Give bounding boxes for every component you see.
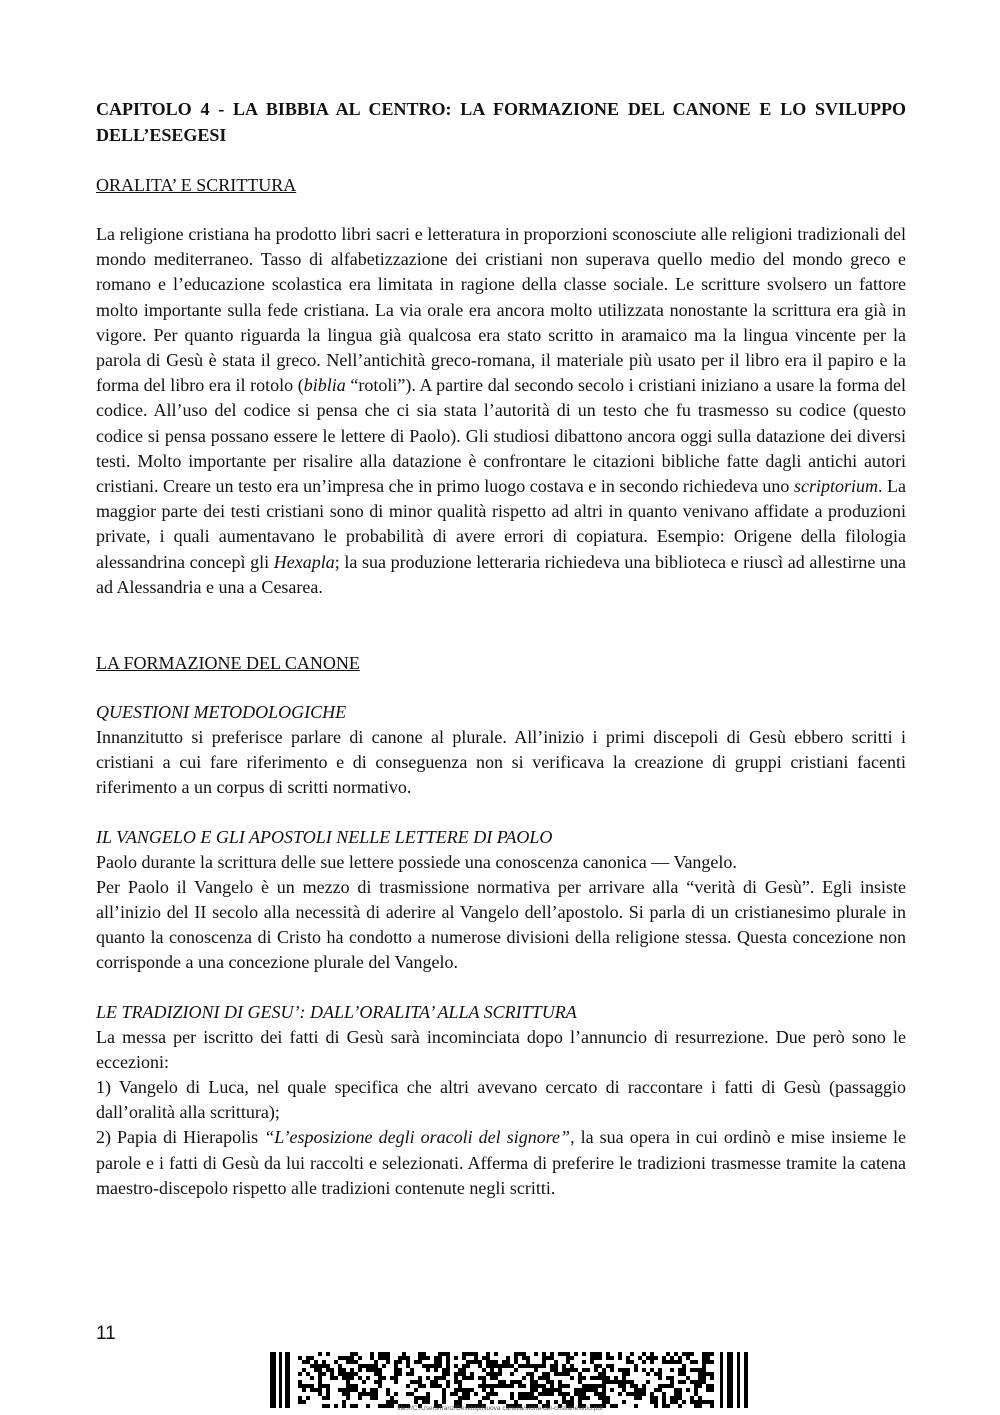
paragraph-orality [96,222,906,600]
paragraph-text: 2) Papia di Hierapolis [96,1127,265,1148]
paragraph-text: La religione cristiana ha prodotto libri sacri e letteratura in proporzioni sconosciute alle religioni tradizionali del mondo mediterraneo. Tasso di alfabetizzazione dei cristiani non superava quello medio del mondo greco e romano e l’educazione scolastica era limitata in ragione della classe sociale. Le scritture svolsero un fattore molto importante sulla fede cristiana. La via orale era ancora molto utilizzata nonostante la scrittura era già in vigore. Per quanto riguarda la lingua già qualcosa era stato scritto in aramaico ma la lingua vincente per la parola di Gesù è stata il greco. Nell’antichità greco-romana, il materiale più usato per il libro era il papiro e la forma del libro era il rotolo ( [96,224,906,396]
paragraph-methodology: Innanzitutto si preferisce parlare di canone al plurale. All’inizio i primi discepoli di Gesù ebbero scritti i cristiani a cui fare riferimento e di conseguenza non si verificava la creazione di gruppi cristiani facenti riferimento a un corpus di scritti normativo. [96,727,906,798]
italic-term: scriptorium [793,476,878,497]
paragraph-paul-1: Paolo durante la scrittura delle sue lettere possiede una conoscenza canonica — Vangelo. [96,851,737,872]
subsection-title-traditions: LE TRADIZIONI DI GESU’: DALL’ORALITA’ ALLA SCRITTURA [96,1001,577,1022]
page-number: 11 [96,1323,116,1344]
footer-file-path: file:///C:/Users/franz/Desktop/Nuova cartella/storia-del-cristianesimo.pdf [397,1405,603,1412]
section-title-orality: ORALITA’ E SCRITTURA [96,175,297,195]
paragraph-traditions: La messa per iscritto dei fatti di Gesù sarà incominciata dopo l’annuncio di resurrezione. Due però sono le eccezioni: [96,1026,906,1072]
chapter-title: CAPITOLO 4 - LA BIBBIA AL CENTRO: LA FORMAZIONE DEL CANONE E LO SVILUPPO DELL’ESEGESI [96,99,906,145]
subsection-title-methodology: QUESTIONI METODOLOGICHE [96,702,347,723]
italic-quote: “L’esposizione degli oracoli del signore” [264,1127,571,1148]
barcode-icon [270,1352,748,1408]
italic-term: biblia [303,375,346,396]
list-item-papia [96,1125,906,1201]
subsection-title-paul: IL VANGELO E GLI APOSTOLI NELLE LETTERE DI PAOLO [96,826,553,847]
paragraph-text: . La maggior parte dei testi cristiani sono di minor qualità rispetto ad altri in quanto venivano affidate a produzioni private, i quali aumentavano le probabilità di avere errori di copiatura. Esempio: Origene della filologia alessandrina concepì gli [96,476,907,572]
paragraph-text: ; la sua produzione letteraria richiedeva una biblioteca e riuscì ad allestirne una ad Alessandria e una a Cesarea. [96,551,906,597]
paragraph-text: “rotoli”). A partire dal secondo secolo i cristiani iniziano a usare la forma del codice. All’uso del codice si pensa che ci sia stata l’autorità di un testo che fu trasmesso su codice (questo codice si pensa possano essere le lettere di Paolo). Gli studiosi dibattono ancora oggi sulla datazione dei diversi testi. Molto importante per risalire alla datazione è confrontare le citazioni bibliche fatte dagli antichi autori cristiani. Creare un testo era un’impresa che in primo luogo costava e in secondo richiedeva uno [96,375,906,497]
list-item-luca: 1) Vangelo di Luca, nel quale specifica che altri avevano cercato di raccontare i fatti di Gesù (passaggio dall’oralità alla scrittura); [96,1077,906,1123]
document-page [96,96,906,1201]
paragraph-paul-2: Per Paolo il Vangelo è un mezzo di trasmissione normativa per arrivare alla “verità di Gesù”. Egli insiste all’inizio del II secolo alla necessità di aderire al Vangelo dell’apostolo. Si parla di un cristianesimo plurale in quanto la conoscenza di Cristo ha condotto a numerose divisioni della religione stessa. Questa concezione non corrisponde a una concezione plurale del Vangelo. [96,876,906,973]
italic-term: Hexapla [273,551,335,572]
section-title-canon: LA FORMAZIONE DEL CANONE [96,653,360,674]
paragraph-text: , la sua opera in cui ordinò e mise insieme le parole e i fatti di Gesù da lui raccolti e selezionati. Afferma di preferire le tradizioni trasmesse tramite la catena maestro-discepolo rispetto alle tradizioni contenute negli scritti. [96,1127,906,1198]
